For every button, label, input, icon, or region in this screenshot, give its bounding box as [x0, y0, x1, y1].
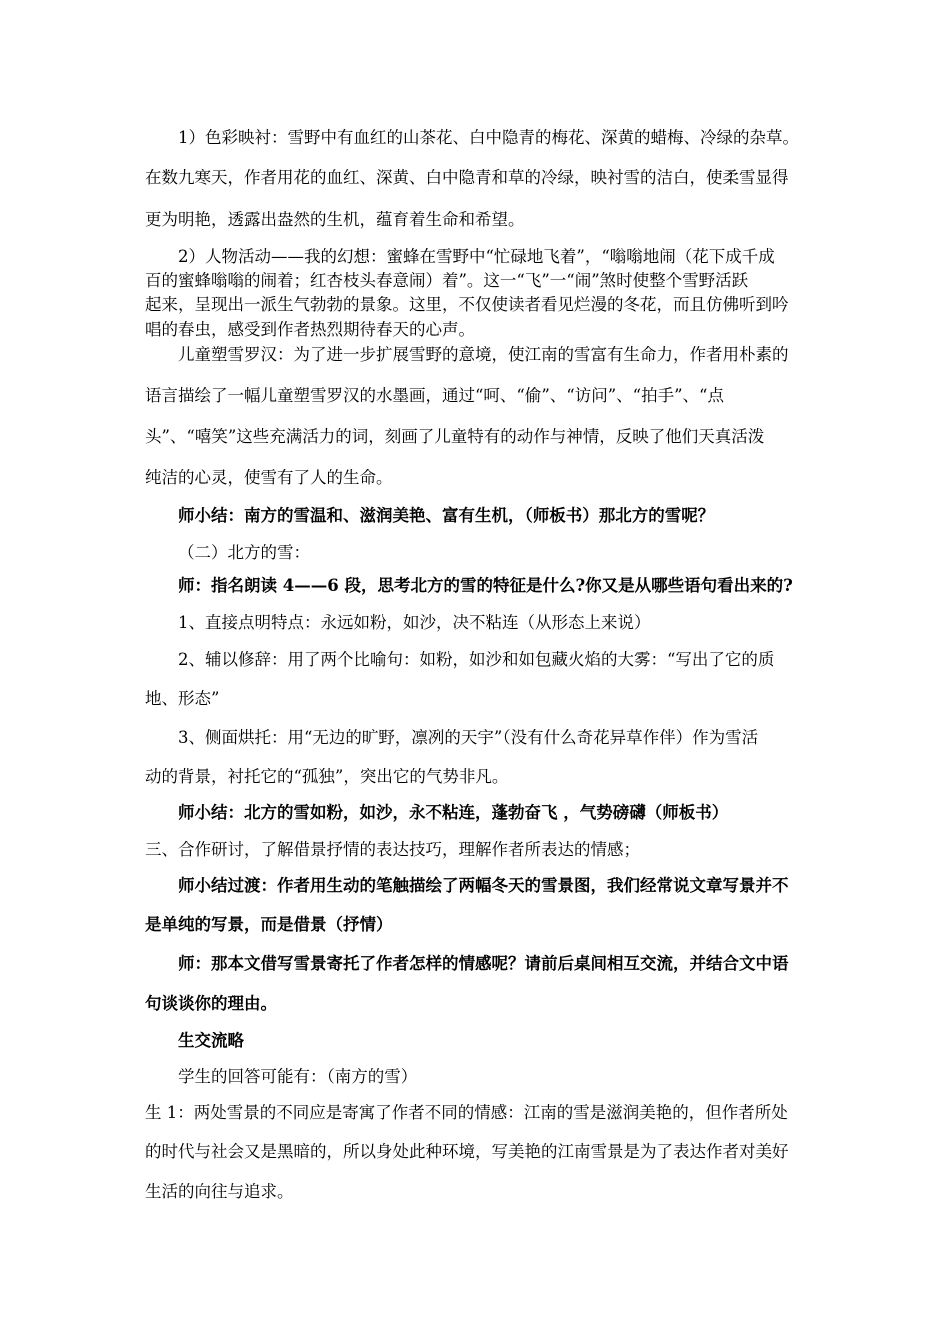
text-line: 1）色彩映衬：雪野中有血红的山茶花、白中隐青的梅花、深黄的蜡梅、冷绿的杂草。: [178, 128, 799, 147]
text-line: 语言描绘了一幅儿童塑雪罗汉的水墨画，通过“呵、“偷”、“访问”、“拍手”、“点: [145, 386, 724, 405]
text-line: 唱的春虫，感受到作者热烈期待春天的心声。: [145, 320, 475, 339]
text-line: 2）人物活动——我的幻想：蜜蜂在雪野中“忙碌地飞着”，“嗡嗡地闹（花下成千成: [178, 247, 775, 266]
text-line: 在数九寒天，作者用花的血红、深黄、白中隐青和草的冷绿，映衬雪的洁白，使柔雪显得: [145, 168, 789, 187]
text-line: 儿童塑雪罗汉：为了进一步扩展雪野的意境，使江南的雪富有生命力，作者用朴素的: [178, 345, 789, 364]
text-line: 地、形态”: [145, 689, 220, 708]
text-line: 更为明艳，透露出盎然的生机，蕴育着生命和希望。: [145, 210, 525, 229]
text-line: 生 1：两处雪景的不同应是寄寓了作者不同的情感：江南的雪是滋润美艳的，但作者所处: [145, 1103, 788, 1122]
text-line: 2、辅以修辞：用了两个比喻句：如粉，如沙和如包藏火焰的大雾：“写出了它的质: [178, 650, 775, 669]
text-line: 3、侧面烘托：用“无边的旷野，凛冽的天宇”（没有什么奇花异草作伴）作为雪活: [178, 728, 759, 747]
teacher-line: 师：指名朗读 4——6 段，思考北方的雪的特征是什么?你又是从哪些语句看出来的?: [178, 576, 793, 595]
text-line: 生活的向往与追求。: [145, 1182, 294, 1201]
text-line: 1、直接点明特点：永远如粉，如沙，决不粘连（从形态上来说）: [178, 613, 651, 632]
text-line: 起来，呈现出一派生气勃勃的景象。这里，不仅使读者看见烂漫的冬花，而且仿佛听到吟: [145, 295, 789, 314]
summary-line: 师小结：北方的雪如粉，如沙，永不粘连，蓬勃奋飞 ，气势磅礴（师板书）: [178, 803, 729, 822]
text-line: 头”、“嘻笑”这些充满活力的词，刻画了儿童特有的动作与神情，反映了他们天真活泼: [145, 427, 765, 446]
text-line: 学生的回答可能有：（南方的雪）: [178, 1067, 418, 1086]
teacher-line: 生交流略: [178, 1031, 244, 1050]
text-line: 百的蜜蜂嗡嗡的闹着；红杏枝头春意闹）着”。这一“飞”一“闹”煞时使整个雪野活跃: [145, 271, 749, 290]
teacher-line: 师小结过渡：作者用生动的笔触描绘了两幅冬天的雪景图，我们经常说文章写景并不: [178, 876, 789, 895]
teacher-line: 是单纯的写景，而是借景（抒情）: [145, 915, 393, 934]
text-line: 动的背景，衬托它的“孤独”，突出它的气势非凡。: [145, 767, 509, 786]
section-heading: 三、合作研讨，了解借景抒情的表达技巧，理解作者所表达的情感；: [145, 840, 640, 859]
section-heading: （二）北方的雪：: [178, 543, 310, 562]
teacher-line: 师：那本文借写雪景寄托了作者怎样的情感呢？请前后桌间相互交流，并结合文中语: [178, 954, 789, 973]
teacher-line: 句谈谈你的理由。: [145, 994, 277, 1013]
summary-line: 师小结：南方的雪温和、滋润美艳、富有生机，（师板书）那北方的雪呢？: [178, 506, 715, 525]
text-line: 纯洁的心灵，使雪有了人的生命。: [145, 468, 393, 487]
text-line: 的时代与社会又是黑暗的，所以身处此种环境，写美艳的江南雪景是为了表达作者对美好: [145, 1142, 789, 1161]
